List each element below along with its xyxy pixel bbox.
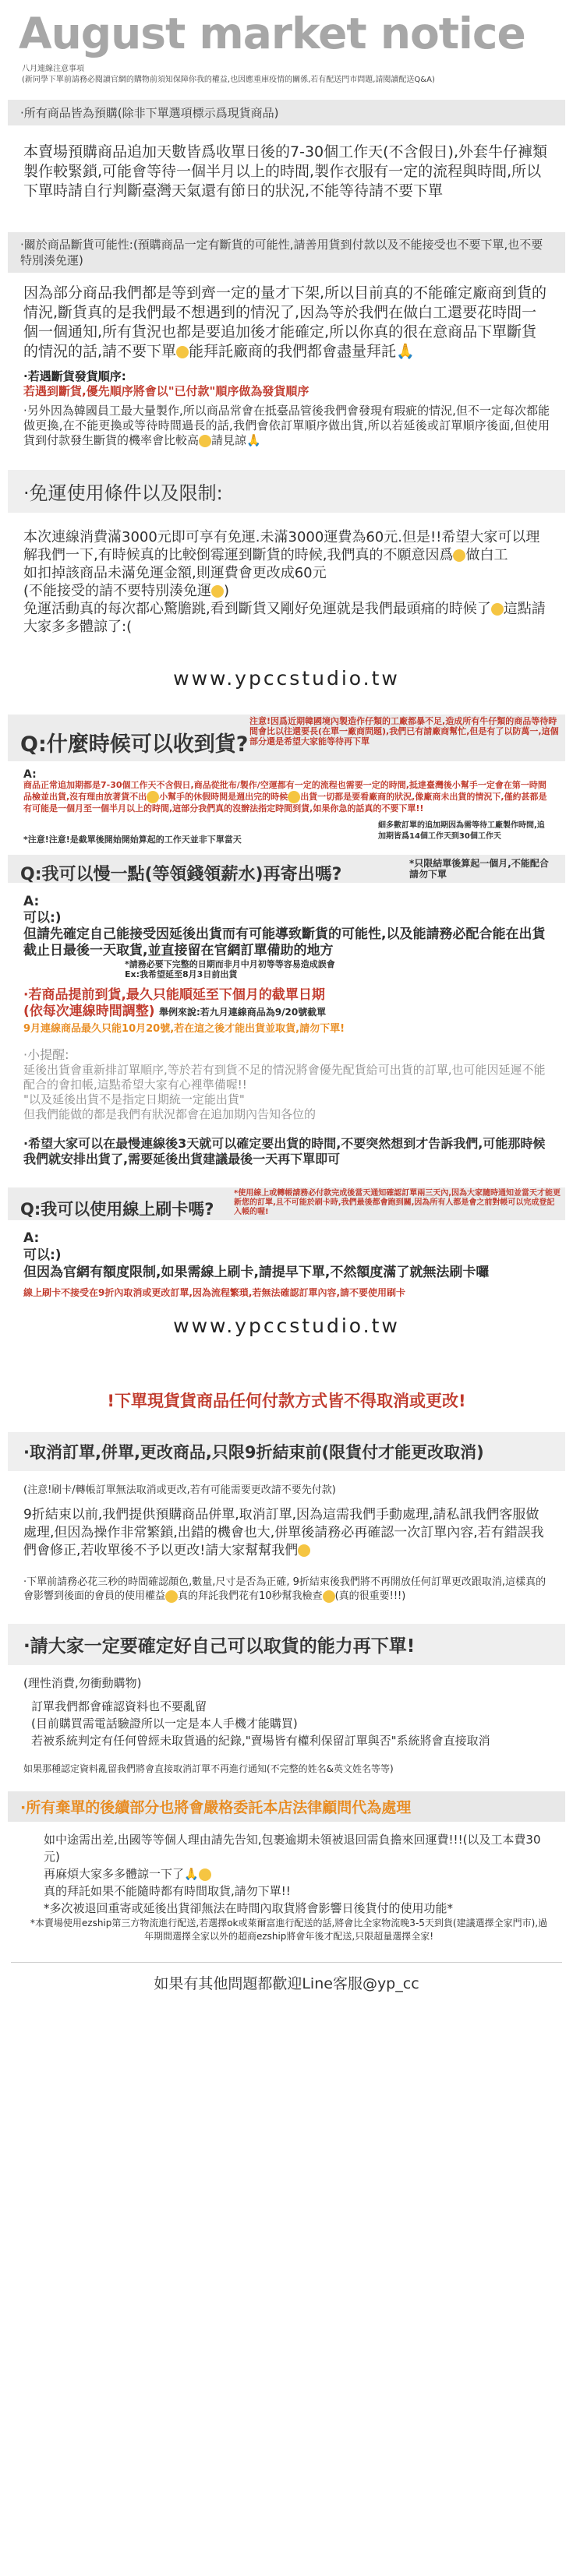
q2-line4: 9月連線商品最久只能10月20號,若在這之後才能出貨並取貨,請勿下單! xyxy=(23,1023,345,1035)
freeship-line2: 如扣掉該商品未滿免運金額,則運費會更改成60元 xyxy=(23,565,327,581)
q1-answer-label: A: xyxy=(23,768,37,781)
section-pickup-header: ·請大家一定要確定好自己可以取貨的能力再下單! xyxy=(8,1624,565,1665)
section-cancel-header: ·取消訂單,併單,更改商品,只限9折結束前(限貨付才能更改取消) xyxy=(8,1432,565,1471)
cancel-extra3: (真的很重要!!!) xyxy=(334,1590,406,1602)
legal-line5: *本賣場使用ezship第三方物流進行配送,若選擇ok或萊爾富進行配送的話,將會比全家物流晚3-5天到貨(建議選擇全家門市),過年期間選擇全家以外的超商ezship將會年後才配送,只限超量選擇全家! xyxy=(30,1918,548,1942)
q3-line1: 但因為官網有額度限制,如果需線上刷卡,請提早下單,不然額度滿了就無法刷卡囉 xyxy=(23,1265,490,1280)
q2-reminder1: 延後出貨會重新排訂單順序,等於若有到貨不足的情況將會優先配貨給可出貨的訂單,也可能因延遲不能配合的會扣帳,這點希望大家有心裡準備喔!! xyxy=(23,1063,546,1092)
section-legal-header: ·所有棄單的後續部分也將會嚴格委託本店法律顧問代為處理 xyxy=(8,1791,565,1822)
shipping-rule-text: ·另外因為韓國員工最大量製作,所以商品常會在抵臺品管後我們會發現有瑕疵的情況,但不一定每次都能做更換,在不能更換或等待時間過長的話,我們會依訂單順序做出貨,所以若延後或訂單順序後面,但使用貨到付款發生斷貨的機率會比較高 xyxy=(23,404,550,447)
freeship-line4b: 這點請大家多多體諒了:( xyxy=(23,601,546,635)
section-freeship-body: 本次連線消費滿3000元即可享有免運.未滿3000運費為60元.但是!!希望大家可以理解我們一下,有時候真的比較倒霉運到斷貨的時候,我們真的不願意因爲 做白工 如扣掉該商品未滿免運金額,則運費會更改成60元 (不能接受的請不要特別湊免運 ) 免運活動真的每次都心驚膽跳,看到斷貨又剛好免運就是我們最頭痛的時候了 這點請大家多多體諒了:( xyxy=(23,528,550,636)
q2-example: 舉例來說:若九月連線商品為9/20號截單 xyxy=(158,1007,327,1018)
section-outofstock-header: ·關於商品斷貨可能性:(預購商品一定有斷貨的可能性,請善用貨到付款以及不能接受也不要下單,也不要特別湊免運) xyxy=(8,232,565,273)
legal-line3: 真的拜託如果不能隨時都有時間取貨,請勿下單!! xyxy=(44,1884,291,1898)
q1-answer xyxy=(23,769,550,845)
shipping-rule-end: 請見諒 xyxy=(211,433,247,447)
q3-block xyxy=(0,1187,573,1220)
pickup-line2: (目前購買需電話驗證所以一定是本人手機才能購買) xyxy=(31,1717,298,1731)
legal-line2: 再麻煩大家多多體諒一下了 xyxy=(44,1867,185,1881)
q2-line2: ·若商品提前到貨,最久只能順延至下個月的截單日期 xyxy=(23,987,325,1003)
section-freeship-header: ·免運使用條件以及限制: xyxy=(8,470,565,513)
sweat-emoji-icon-4 xyxy=(165,1590,178,1603)
pickup-line3: 若被系統判定有任何曾經未取貨過的紀錄,"賣場皆有權利保留訂單與否"系統將會直接取消 xyxy=(31,1734,490,1748)
shipping-order-sub: 若遇到斷貨,優先順序將會以"已付款"順序做為發貨順序 xyxy=(23,384,309,398)
cancel-note: (注意!刷卡/轉帳訂單無法取消或更改,若有可能需要更改請不要先付款) xyxy=(23,1484,336,1496)
q2-answer xyxy=(23,894,550,1167)
shipping-order-title: ·若遇斷貨發貨順序: xyxy=(23,369,126,383)
pickup-line1: 訂單我們都會確認資料也不要亂留 xyxy=(31,1699,207,1713)
q2-line1: 但請先確定自己能接受因延後出貨而有可能導致斷貨的可能性,以及能請務必配合能在出貨截止日最後一天取貨,並直接留在官網訂單備助的地方 xyxy=(23,926,546,958)
q1-answer3: 出貨一切都是要看廠商的狀況,像廠商未出貨的情況下,僅約甚都是有可能是一個月至一個半月以上的時間,這部分我們真的沒辦法指定時間到貨,如果你急的話真的不要下單!! xyxy=(23,792,547,813)
q2-reminder2: "以及延後出貨不是指定日期統一定能出貨" xyxy=(23,1092,245,1106)
q2-answer-label: A: xyxy=(23,894,40,909)
grin-emoji-icon-3 xyxy=(323,1590,335,1603)
q2-reminder-title: ·小提醒: xyxy=(23,1047,69,1062)
cry-emoji-icon xyxy=(211,585,224,598)
q1-answer2: 小幫手的休假時間是週出完的時候 xyxy=(159,792,288,802)
freeship-line1b: 做白工 xyxy=(465,547,508,563)
section-preorder-header: ·所有商品皆為預購(除非下單選項標示爲現貨商品) xyxy=(8,100,565,125)
q3-answer xyxy=(23,1230,550,1299)
no-cancel-notice: !下單現貨貨商品任何付款方式皆不得取消或更改! xyxy=(107,1392,466,1410)
legal-line1: 如中途需出差,出國等等個人理由請先告知,包裹逾期未領被退回需負擔來回運費!!!(以及工本費30元) xyxy=(44,1833,541,1864)
q3-aside: *使用線上或轉帳請務必付款完成後當天通知確認訂單兩三天內,因為大家隨時通知並當天才能更新您的訂單,且不可能於刷卡時,我們最後都會跑到關,因為所有人都是會之前對帳可以完成登記入帳的喔! xyxy=(234,1189,561,1216)
freeship-line4: 免運活動真的每次都心驚膽跳,看到斷貨又剛好免運就是我們最頭痛的時候了 xyxy=(23,601,491,617)
q3-question: Q:我可以使用線上刷卡嗎? xyxy=(8,1187,565,1220)
pray-icon: 🙏 xyxy=(396,343,415,360)
q2-block xyxy=(0,855,573,883)
q2-note2: Ex:我希望延至8月3日前出貨 xyxy=(125,969,238,979)
q1-side-note: 細多數訂單的追加期因為需等待工廠製作時間,追加期皆爲14個工作天到30個工作天 xyxy=(378,821,545,841)
q2-can: 可以:) xyxy=(23,910,62,926)
q1-block xyxy=(0,715,573,761)
q2-hope: ·希望大家可以在最慢連線後3天就可以確定要出貨的時間,不要突然想到才告訴我們,可能那時候我們就安排出貨了,需要延後出貨建議最後一天再下單即可 xyxy=(23,1136,546,1166)
cancel-body: 9折結束以前,我們提供預購商品併單,取消訂單,因為這需我們手動處理,請私訊我們客服做處理,但因為操作非常繁鎖,出錯的機會也大,併單後請務必再確認一次訂單內容,若有錯誤我們會修正,若收單後不予以更改!請大家幫幫我們 xyxy=(23,1507,544,1558)
website-link-2[interactable]: www.ypccstudio.tw xyxy=(173,1314,400,1337)
q1-answer-text: 商品正常追加期都是7-30個工作天不含假日,商品從批布/製作/空運都有一定的流程也需要一定的時間,抵達臺灣後小幫手一定會在第一時間品檢並出貨,沒有理由放著貨不出 xyxy=(23,780,546,802)
outofstock-text: 因為部分商品我們都是等到齊一定的量才下架,所以目前真的不能確定廠商到貨的情況,斷貨真的是我們最不想遇到的情況了,因為等於我們在做白工還要花時間一個一個通知,所有貨況也都是要追加後才能確定,所以你真的很在意商品下單斷貨的情況的話,請不要下單 xyxy=(23,284,547,360)
website-link[interactable]: www.ypccstudio.tw xyxy=(173,667,400,690)
outofstock-emph: 能拜託廠商的我們都會盡量拜託 xyxy=(189,343,397,360)
q3-line2: 線上刷卡不接受在9折內取消或更改訂單,因為流程繁瑣,若無法確認訂單內容,請不要使用刷卡 xyxy=(23,1287,406,1298)
smile-emoji-icon-3 xyxy=(199,1868,211,1881)
pray-icon-2: 🙏 xyxy=(246,433,261,447)
cancel-extra2: 真的拜託我們花有10秒幫我檢查 xyxy=(178,1590,323,1602)
cancel-extra: ·下單前請務必花三秒的時間確認顏色,數量,尺寸是否為正確, 9折結束後我們將不再開放任何訂單更改跟取消,這樣真的會影響到後面的會員的使用權益 xyxy=(23,1576,546,1602)
footer-divider xyxy=(11,1962,562,1963)
q1-aside: 注意!因爲近期韓國境內製造作仔類的工廠都暴不足,造成所有牛仔類的商品等待時間會比以往還要長(在單一廠商問題),我們已有請廠商幫忙,但是有了以防萬一,這個部分還是希望大家能等待再下單 xyxy=(249,716,559,746)
smile-emoji-icon xyxy=(176,346,189,358)
q2-question: Q:我可以慢一點(等領錢領薪水)再寄出嗎? xyxy=(8,855,565,883)
sweat-emoji-icon-2 xyxy=(491,603,504,616)
sweat-emoji-icon-3 xyxy=(298,1544,310,1557)
pickup-sub: (理性消費,勿衝動購物) xyxy=(23,1676,142,1690)
grin-emoji-icon xyxy=(453,549,465,562)
section-pickup-body xyxy=(23,1674,550,1777)
q2-line3: (依每次連線時間調整) xyxy=(23,1004,155,1019)
footer-contact[interactable]: 如果有其他問題都歡迎Line客服@yp_cc xyxy=(154,1975,419,1992)
freeship-line3: (不能接受的請不要特別湊免運 xyxy=(23,583,212,599)
section-preorder-body: 本賣場預購商品追加天數皆爲收單日後的7-30個工作天(不含假日),外套牛仔褲類製作較緊鎖,可能會等待一個半月以上的時間,製作衣服有一定的流程與時間,所以下單時請自行判斷臺灣天氣還有節日的狀況,不能等待請不要下單 xyxy=(23,143,547,199)
q3-answer-label: A: xyxy=(23,1230,40,1246)
grin-emoji-icon-2 xyxy=(288,791,300,803)
section-legal-body xyxy=(30,1831,550,1943)
pickup-line4: 如果那種認定資料亂留我們將會直接取消訂單不再進行通知(不完整的姓名&英文姓名等等) xyxy=(23,1763,394,1774)
q1-attention: *注意!注意!是截單後開始開始算起的工作天並非下單當天 xyxy=(23,835,242,845)
q2-aside: *只限結單後算起一個月,不能配合請勿下單 xyxy=(409,858,549,880)
q2-reminder3: 但我們能做的都是我們有狀況都會在追加期內告知各位的 xyxy=(23,1107,317,1121)
section-outofstock-body xyxy=(23,284,550,362)
q2-note1: *請務必要下完整的日期而非月中月初等等容易造成誤會 xyxy=(125,959,335,969)
q1-question: Q:什麼時候可以收到貨? xyxy=(8,715,565,761)
section-cancel-body xyxy=(23,1480,550,1604)
intro-text: 八月連線注意事項 (新同學下單前請務必閱讀官網的購物前須知保障你我的權益,也因應重庫疫情的關係,若有配送門市問題,請閱讀配送Q&A) xyxy=(22,65,435,84)
freeship-line1: 本次連線消費滿3000元即可享有免運.未滿3000運費為60元.但是!!希望大家可以理解我們一下,有時候真的比較倒霉運到斷貨的時候,我們真的不願意因爲 xyxy=(23,529,540,563)
page-title: August market notice xyxy=(19,9,525,58)
smile-emoji-icon-2 xyxy=(147,791,159,803)
legal-line4: *多次被退回重寄或延後出貨卻無法在時間內取貨將會影響日後貨付的使用功能* xyxy=(44,1901,454,1915)
sweat-emoji-icon xyxy=(199,435,211,447)
q3-can: 可以:) xyxy=(23,1247,62,1263)
shipping-order-body xyxy=(23,404,550,448)
pray-icon-3: 🙏 xyxy=(184,1867,199,1881)
